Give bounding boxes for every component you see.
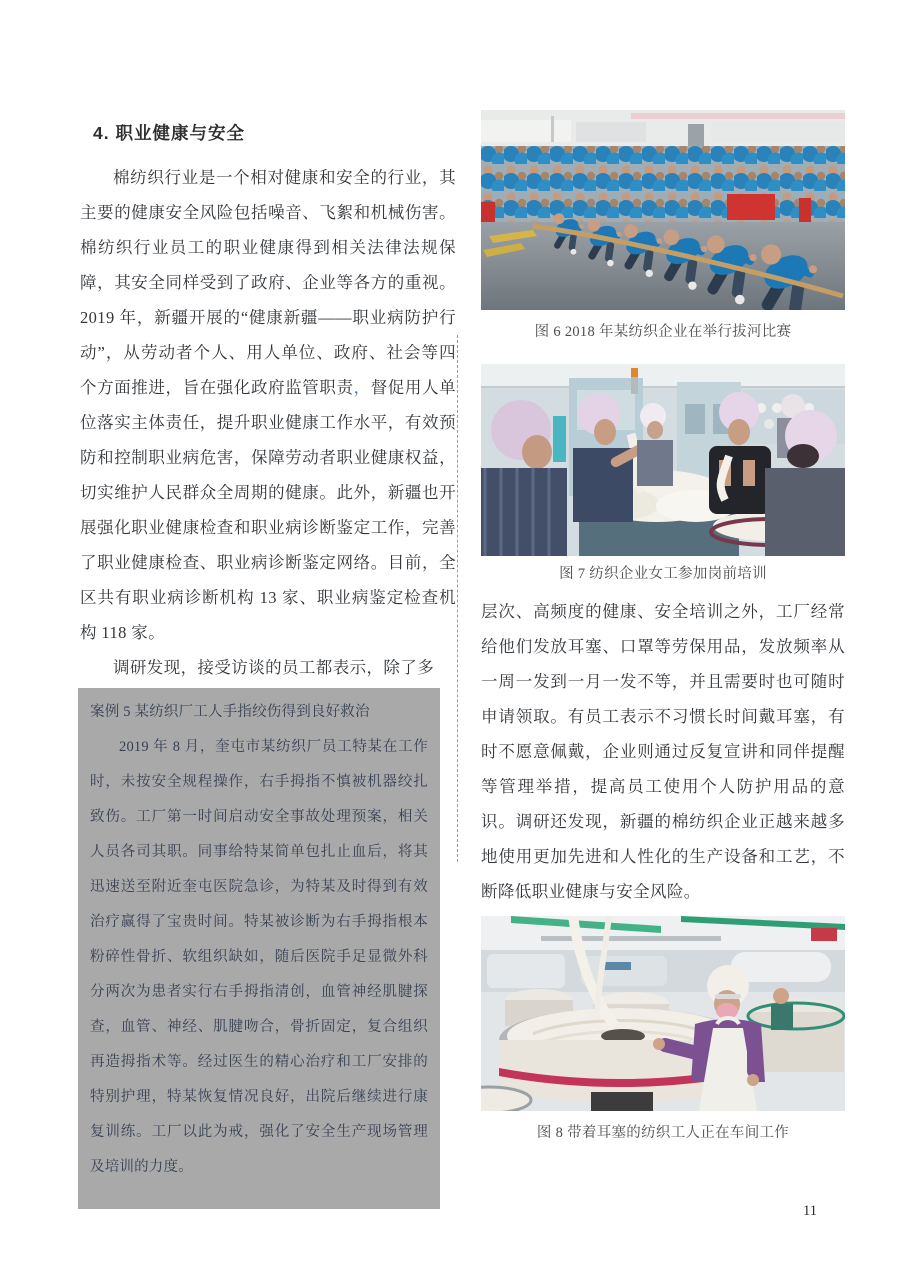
right-column-paragraph: 层次、高频度的健康、安全培训之外，工厂经常给他们发放耳塞、口罩等劳保用品，发放频率从一周一发到一月一发不等，并且需要时也可随时申请领取。有员工表示不习惯长时间戴耳塞，有时不愿意佩戴，企业则通过反复宣讲和同伴提醒等管理举措，提高员工使用个人防护用品的意识。调研还发现，新疆的棉纺织企业正越来越多地使用更加先进和人性化的生产设备和工艺，不断降低职业健康与安全风险。 [481, 602, 845, 901]
column-divider [457, 335, 458, 862]
highlighted-comma: ， [353, 378, 371, 397]
figure6-photo-tug-of-war [481, 110, 845, 310]
paragraph-2: 调研发现，接受访谈的员工都表示，除了多 [113, 658, 435, 677]
paragraph-1-text: 棉纺织行业是一个相对健康和安全的行业，其主要的健康安全风险包括噪音、飞絮和机械伤害。棉纺织行业员工的职业健康得到相关法律法规保障，其安全同样受到了政府、企业等各方的重视。2019 年，新疆开展的“健康新疆——职业病防护行动”，从劳动者个人、用人单位、政府、社会等四个方面推进，旨在强化政府监管职责 [80, 168, 456, 397]
section-heading: 4. 职业健康与安全 [93, 123, 245, 143]
figure7-caption: 图 7 纺织企业女工参加岗前培训 [559, 566, 767, 582]
figure8-photo-worker [481, 916, 845, 1111]
figure6-caption: 图 6 2018 年某纺织企业在举行拔河比赛 [534, 324, 792, 340]
right-column [481, 110, 845, 1147]
case-study-title: 案例 5 某纺织厂工人手指绞伤得到良好救治 [90, 704, 370, 720]
case-study-box [78, 688, 440, 1209]
figure7-photo-training [481, 364, 845, 556]
paragraph-1-continuation: 督促用人单位落实主体责任，提升职业健康工作水平，有效预防和控制职业病危害，保障劳动者职业健康权益，切实维护人民群众全周期的健康。此外，新疆也开展强化职业健康检查和职业病诊断鉴定工作，完善了职业健康检查、职业病诊断鉴定网络。目前，全区共有职业病诊断机构 13 家、职业病鉴定检查机构 118 家。 [80, 378, 457, 642]
case-study-body: 2019 年 8 月，奎屯市某纺织厂员工特某在工作时，未按安全规程操作，右手拇指不慎被机器绞扎致伤。工厂第一时间启动安全事故处理预案，相关人员各司其职。同事给特某简单包扎止血后，将其迅速送至附近奎屯医院急诊，为特某及时得到有效治疗赢得了宝贵时间。特某被诊断为右手拇指根本粉碎性骨折、软组织缺如，随后医院手足显微外科分两次为患者实行右手拇指清创，血管神经肌腱探查，血管、神经、肌腱吻合，骨折固定，复合组织再造拇指术等。经过医生的精心治疗和工厂安排的特别护理，特某恢复情况良好，出院后继续进行康复训练。工厂以此为戒，强化了安全生产现场管理及培训的力度。 [90, 739, 428, 1175]
paragraph-1 [80, 160, 456, 650]
page-number: 11 [803, 1203, 817, 1219]
figure8-caption: 图 8 带着耳塞的纺织工人正在车间工作 [536, 1125, 790, 1141]
left-column [80, 118, 456, 1209]
